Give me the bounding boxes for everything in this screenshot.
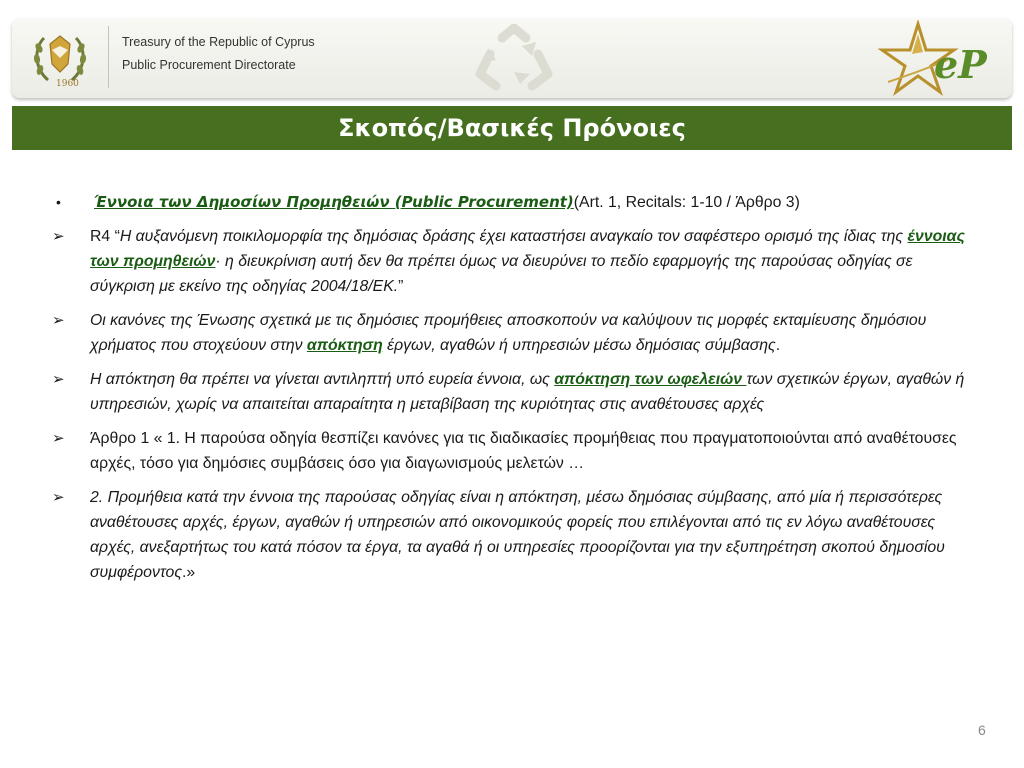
header-text [122, 31, 315, 77]
slide-title-bar [12, 106, 1012, 150]
list-item [50, 485, 970, 585]
item-text: ” [398, 278, 404, 295]
ep-logo-text: eP [934, 42, 987, 87]
item-text: Η αυξανόμενη ποικιλομορφία της δημόσιας δράσης έχει καταστήσει αναγκαίο τον σαφέστερο ορισμό της ίδιας της [119, 228, 908, 245]
bullet-marker: • [56, 194, 61, 210]
header-line-1: Treasury of the Republic of Cyprus [122, 35, 315, 49]
item-text: Άρθρο 1 « 1. Η παρούσα οδηγία θεσπίζει κανόνες για τις διαδικασίες προμήθειας που πραγματοποιούνται από αναθέτουσες αρχές, τόσο για δημόσιες συμβάσεις όσο για διαγωνισμούς μελετών … [90, 430, 957, 472]
svg-text:1960: 1960 [56, 79, 79, 88]
recycle-icon [474, 24, 554, 92]
item-text: 2. Προμήθεια κατά την έννοια της παρούσας οδηγίας είναι η απόκτηση, μέσω δημόσιας σύμβασης, από μία ή περισσότερες αναθέτουσες αρχές, έργων, αγαθών ή υπηρεσιών από οικονομικούς φορείς που επιλέγονται από τις εν λόγω αναθέτουσες αρχές, ανεξαρτήτως του κατά πόσον τα έργα, τα αγαθά ή οι υπηρεσίες προορίζονται για την εξυπηρέτηση σκοπού δημοσίου συμφέροντος [90, 489, 945, 581]
item-text: R4 “ [90, 228, 120, 245]
key-term: απόκτηση των ωφελειών [554, 371, 747, 388]
page-number: 6 [978, 722, 986, 738]
item-text: έργων, αγαθών ή υπηρεσιών μέσω δημόσιας σύμβασης [382, 337, 776, 354]
item-text: . [775, 337, 781, 354]
key-term: απόκτηση [306, 337, 383, 354]
list-item [50, 224, 970, 299]
key-term: έννοιας των προμηθειών [90, 228, 965, 270]
slide-title: Σκοπός/Βασικές Πρόνοιες [338, 114, 686, 142]
item-text: των σχετικών έργων, αγαθών ή υπηρεσιών, χωρίς να απαιτείται απαραίτητα η μεταβίβαση της κυριότητας στις αναθέτουσες αρχές [90, 371, 965, 413]
item-text: .» [182, 564, 196, 581]
key-term: Έννοια των Δημοσίων Προμηθειών (Public Procurement) [94, 193, 574, 211]
arrow-bullet-icon: ➢ [52, 489, 65, 506]
list-item [50, 308, 970, 358]
item-text: Οι κανόνες της Ένωσης σχετικά με τις δημόσιες προμήθειες αποσκοπούν να καλύψουν τις μορφές εκταμίευσης δημόσιου χρήματος που στοχεύουν στην [90, 312, 927, 354]
item-text: (Art. 1, Recitals: 1-10 / Άρθρο 3) [573, 194, 800, 211]
header-divider [108, 26, 109, 88]
arrow-bullet-icon: ➢ [52, 430, 65, 447]
cyprus-emblem-icon [30, 24, 90, 88]
arrow-bullet-icon: ➢ [52, 312, 65, 329]
header-line-2: Public Procurement Directorate [122, 58, 296, 72]
list-item [50, 190, 970, 215]
header-banner [12, 18, 1012, 98]
slide-content [50, 190, 970, 594]
item-text: Η απόκτηση θα πρέπει να γίνεται αντιληπτή υπό ευρεία έννοια, ως [90, 371, 555, 388]
item-text: · η διευκρίνιση αυτή δεν θα πρέπει όμως να διευρύνει το πεδίο εφαρμογής της παρούσας οδηγίας σε σύγκριση με εκείνο της οδηγίας 2004/18/ΕΚ. [90, 253, 913, 295]
ep-star-logo-icon [878, 20, 1008, 96]
arrow-bullet-icon: ➢ [52, 371, 65, 388]
list-item [50, 367, 970, 417]
list-item [50, 426, 970, 476]
arrow-bullet-icon: ➢ [52, 228, 65, 245]
